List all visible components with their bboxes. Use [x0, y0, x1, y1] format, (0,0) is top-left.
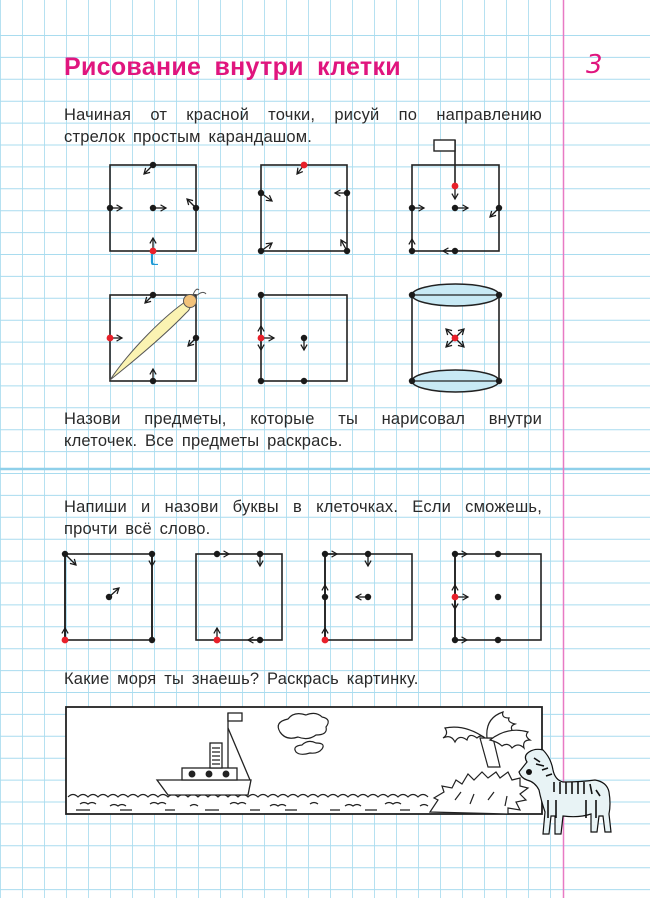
figure-flag	[409, 140, 502, 254]
task2-instruction: Назови предметы, которые ты нарисовал внутри клеточек. Все предметы раскрась.	[64, 410, 542, 450]
start-dot	[214, 637, 221, 644]
worm-icon	[110, 289, 206, 380]
start-dot	[452, 335, 459, 342]
hook-icon	[152, 254, 158, 265]
sea-picture	[60, 700, 620, 840]
task1-row2	[95, 280, 525, 400]
figure-2	[258, 162, 350, 255]
start-dot	[301, 162, 308, 169]
task1-instruction: Начиная от красной точки, рисуй по направлению стрелок простым карандашом.	[64, 106, 542, 146]
letter-box-2	[196, 551, 282, 644]
start-dot	[150, 248, 157, 255]
task1-row1	[95, 135, 525, 265]
start-dot	[452, 183, 459, 190]
page-number: 3	[586, 50, 603, 80]
page-title: Рисование внутри клетки	[64, 53, 401, 81]
task3-instruction: Напиши и назови буквы в клеточках. Если сможешь, прочти всё слово.	[64, 498, 542, 538]
flag-icon	[434, 140, 455, 151]
figure-5	[258, 292, 347, 384]
figure-hook	[107, 162, 199, 265]
start-dot	[62, 637, 69, 644]
task3-letters	[55, 545, 555, 650]
figure-worm	[107, 289, 206, 384]
flag-icon	[228, 713, 242, 721]
letter-box-3	[322, 551, 412, 644]
start-dot	[107, 335, 114, 342]
start-dot	[322, 637, 329, 644]
task4-instruction: Какие моря ты знаешь? Раскрась картинку.	[64, 670, 419, 688]
letter-box-4	[452, 551, 541, 643]
letter-box-1	[62, 551, 156, 644]
figure-cylinder	[409, 284, 502, 392]
start-dot	[452, 594, 459, 601]
start-dot	[258, 335, 265, 342]
